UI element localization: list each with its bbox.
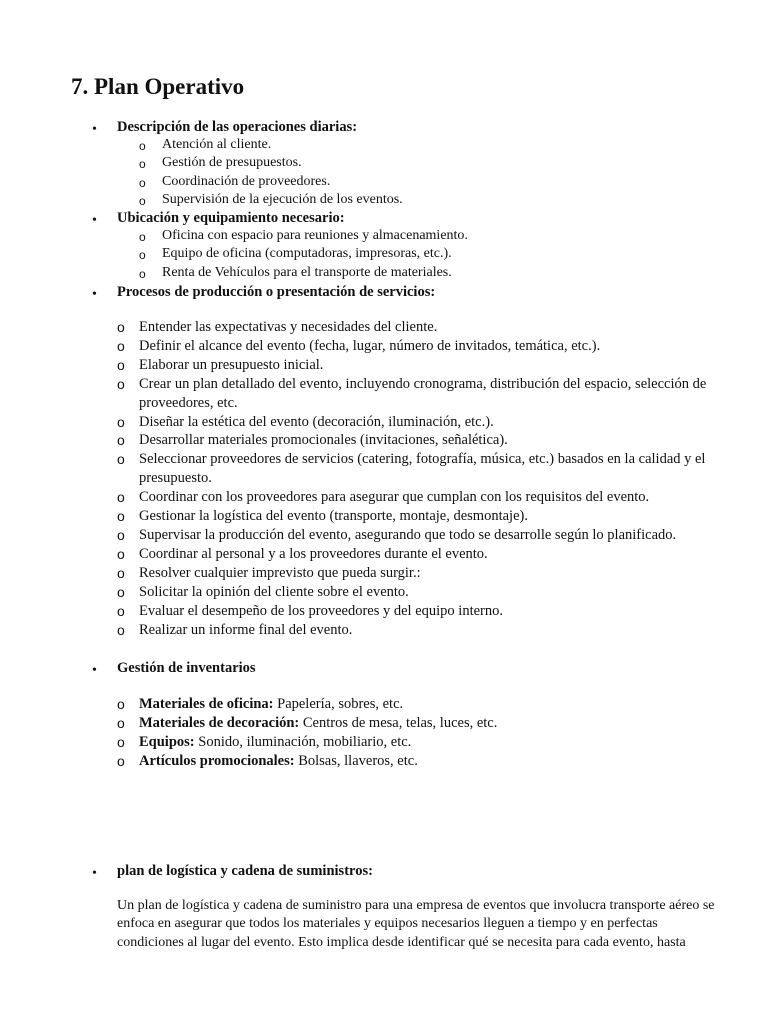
list-item: o Gestión de presupuestos. bbox=[117, 154, 677, 172]
list-item: o Realizar un informe final del evento. bbox=[117, 621, 353, 638]
list-inventory bbox=[117, 695, 717, 771]
sub-bullet-marker: o bbox=[117, 564, 125, 581]
list-processes bbox=[117, 318, 717, 639]
list-item: o Equipos: Sonido, iluminación, mobiliario, etc. bbox=[117, 733, 412, 750]
heading-processes: Procesos de producción o presentación de servicios: bbox=[117, 284, 436, 300]
sub-bullet-marker: o bbox=[117, 583, 125, 600]
sub-bullet-marker: o bbox=[117, 696, 125, 712]
list-item: o Artículos promocionales: Bolsas, llaveros, etc. bbox=[117, 752, 418, 769]
list-item: o Materiales de decoración: Centros de mesa, telas, luces, etc. bbox=[117, 714, 498, 731]
list-item: o Entender las expectativas y necesidades del cliente. bbox=[117, 319, 438, 335]
logistics-paragraph: Un plan de logística y cadena de suministro para una empresa de eventos que involucra transporte aéreo se enfoca en asegurar que todos los materiales y equipos necesarios lleguen a tiempo y en perfectas condiciones al lugar del evento. Esto implica desde identificar qué se necesita para cada evento, hasta bbox=[117, 898, 715, 950]
sub-bullet-marker: o bbox=[117, 337, 125, 354]
bullet-marker: • bbox=[92, 213, 97, 228]
sub-bullet-marker: o bbox=[117, 375, 125, 392]
list-item: o Evaluar el desempeño de los proveedores y del equipo interno. bbox=[117, 602, 503, 619]
bullet-marker: • bbox=[92, 287, 97, 302]
sub-bullet-marker: o bbox=[117, 526, 125, 543]
sub-bullet-marker: o bbox=[139, 175, 146, 190]
sub-bullet-marker: o bbox=[117, 621, 125, 638]
list-item: o Gestionar la logística del evento (transporte, montaje, desmontaje). bbox=[117, 508, 528, 525]
bullet-marker: • bbox=[92, 663, 97, 678]
list-item: o Supervisión de la ejecución de los eventos. bbox=[117, 191, 677, 209]
sub-bullet-marker: o bbox=[139, 157, 146, 172]
heading-daily-operations: Descripción de las operaciones diarias: bbox=[117, 119, 358, 135]
sub-bullet-marker: o bbox=[139, 266, 146, 281]
list-daily-operations bbox=[117, 136, 677, 209]
sub-bullet-marker: o bbox=[117, 413, 125, 430]
page-title: 7. Plan Operativo bbox=[71, 74, 245, 99]
list-item: o Definir el alcance del evento (fecha, lugar, número de invitados, temática, etc.). bbox=[117, 337, 601, 354]
sub-bullet-marker: o bbox=[117, 602, 125, 619]
list-item: o Atención al cliente. bbox=[117, 136, 677, 154]
list-item: o Elaborar un presupuesto inicial. bbox=[117, 356, 324, 373]
list-item: o Materiales de oficina: Papelería, sobres, etc. bbox=[117, 696, 404, 712]
sub-bullet-marker: o bbox=[117, 508, 125, 525]
sub-bullet-marker: o bbox=[139, 230, 146, 244]
sub-bullet-marker: o bbox=[117, 489, 125, 506]
sub-bullet-marker: o bbox=[117, 733, 125, 750]
heading-logistics: plan de logística y cadena de suministros: bbox=[117, 863, 373, 879]
list-item: o Oficina con espacio para reuniones y almacenamiento. bbox=[117, 227, 677, 245]
sub-bullet-marker: o bbox=[117, 319, 125, 335]
sub-bullet-marker: o bbox=[117, 451, 125, 468]
sub-bullet-marker: o bbox=[117, 752, 125, 769]
list-item: o Coordinar al personal y a los proveedores durante el evento. bbox=[117, 545, 488, 562]
list-location-equipment bbox=[117, 227, 677, 282]
sub-bullet-marker: o bbox=[117, 356, 125, 373]
sub-bullet-marker: o bbox=[117, 432, 125, 449]
list-item: o Solicitar la opinión del cliente sobre el evento. bbox=[117, 583, 409, 600]
sub-bullet-marker: o bbox=[139, 248, 146, 263]
sub-bullet-marker: o bbox=[139, 139, 146, 153]
list-item: o Coordinar con los proveedores para asegurar que cumplan con los requisitos del evento. bbox=[117, 489, 650, 506]
list-item: o Resolver cualquier imprevisto que pueda surgir.: bbox=[117, 564, 421, 581]
bullet-marker: • bbox=[92, 122, 97, 137]
list-item: o Coordinación de proveedores. bbox=[117, 173, 677, 191]
bullet-marker: • bbox=[92, 866, 97, 881]
list-item: o Diseñar la estética del evento (decoración, iluminación, etc.). bbox=[117, 413, 494, 430]
heading-inventory: Gestión de inventarios bbox=[117, 660, 256, 676]
sub-bullet-marker: o bbox=[117, 545, 125, 562]
sub-bullet-marker: o bbox=[117, 714, 125, 731]
list-item: o Renta de Vehículos para el transporte de materiales. bbox=[117, 264, 677, 282]
list-item: o Equipo de oficina (computadoras, impresoras, etc.). bbox=[117, 245, 677, 263]
sub-bullet-marker: o bbox=[139, 193, 146, 208]
list-item: o Desarrollar materiales promocionales (invitaciones, señalética). bbox=[117, 432, 508, 449]
heading-location-equipment: Ubicación y equipamiento necesario: bbox=[117, 210, 345, 226]
list-item: o Crear un plan detallado del evento, incluyendo cronograma, distribución del espacio, selección de proveedores, etc. bbox=[117, 375, 707, 411]
list-item: o Seleccionar proveedores de servicios (catering, fotografía, música, etc.) basados en la calidad y el presupuesto. bbox=[117, 451, 706, 487]
list-item: o Supervisar la producción del evento, asegurando que todo se desarrolle según lo planificado. bbox=[117, 526, 677, 543]
